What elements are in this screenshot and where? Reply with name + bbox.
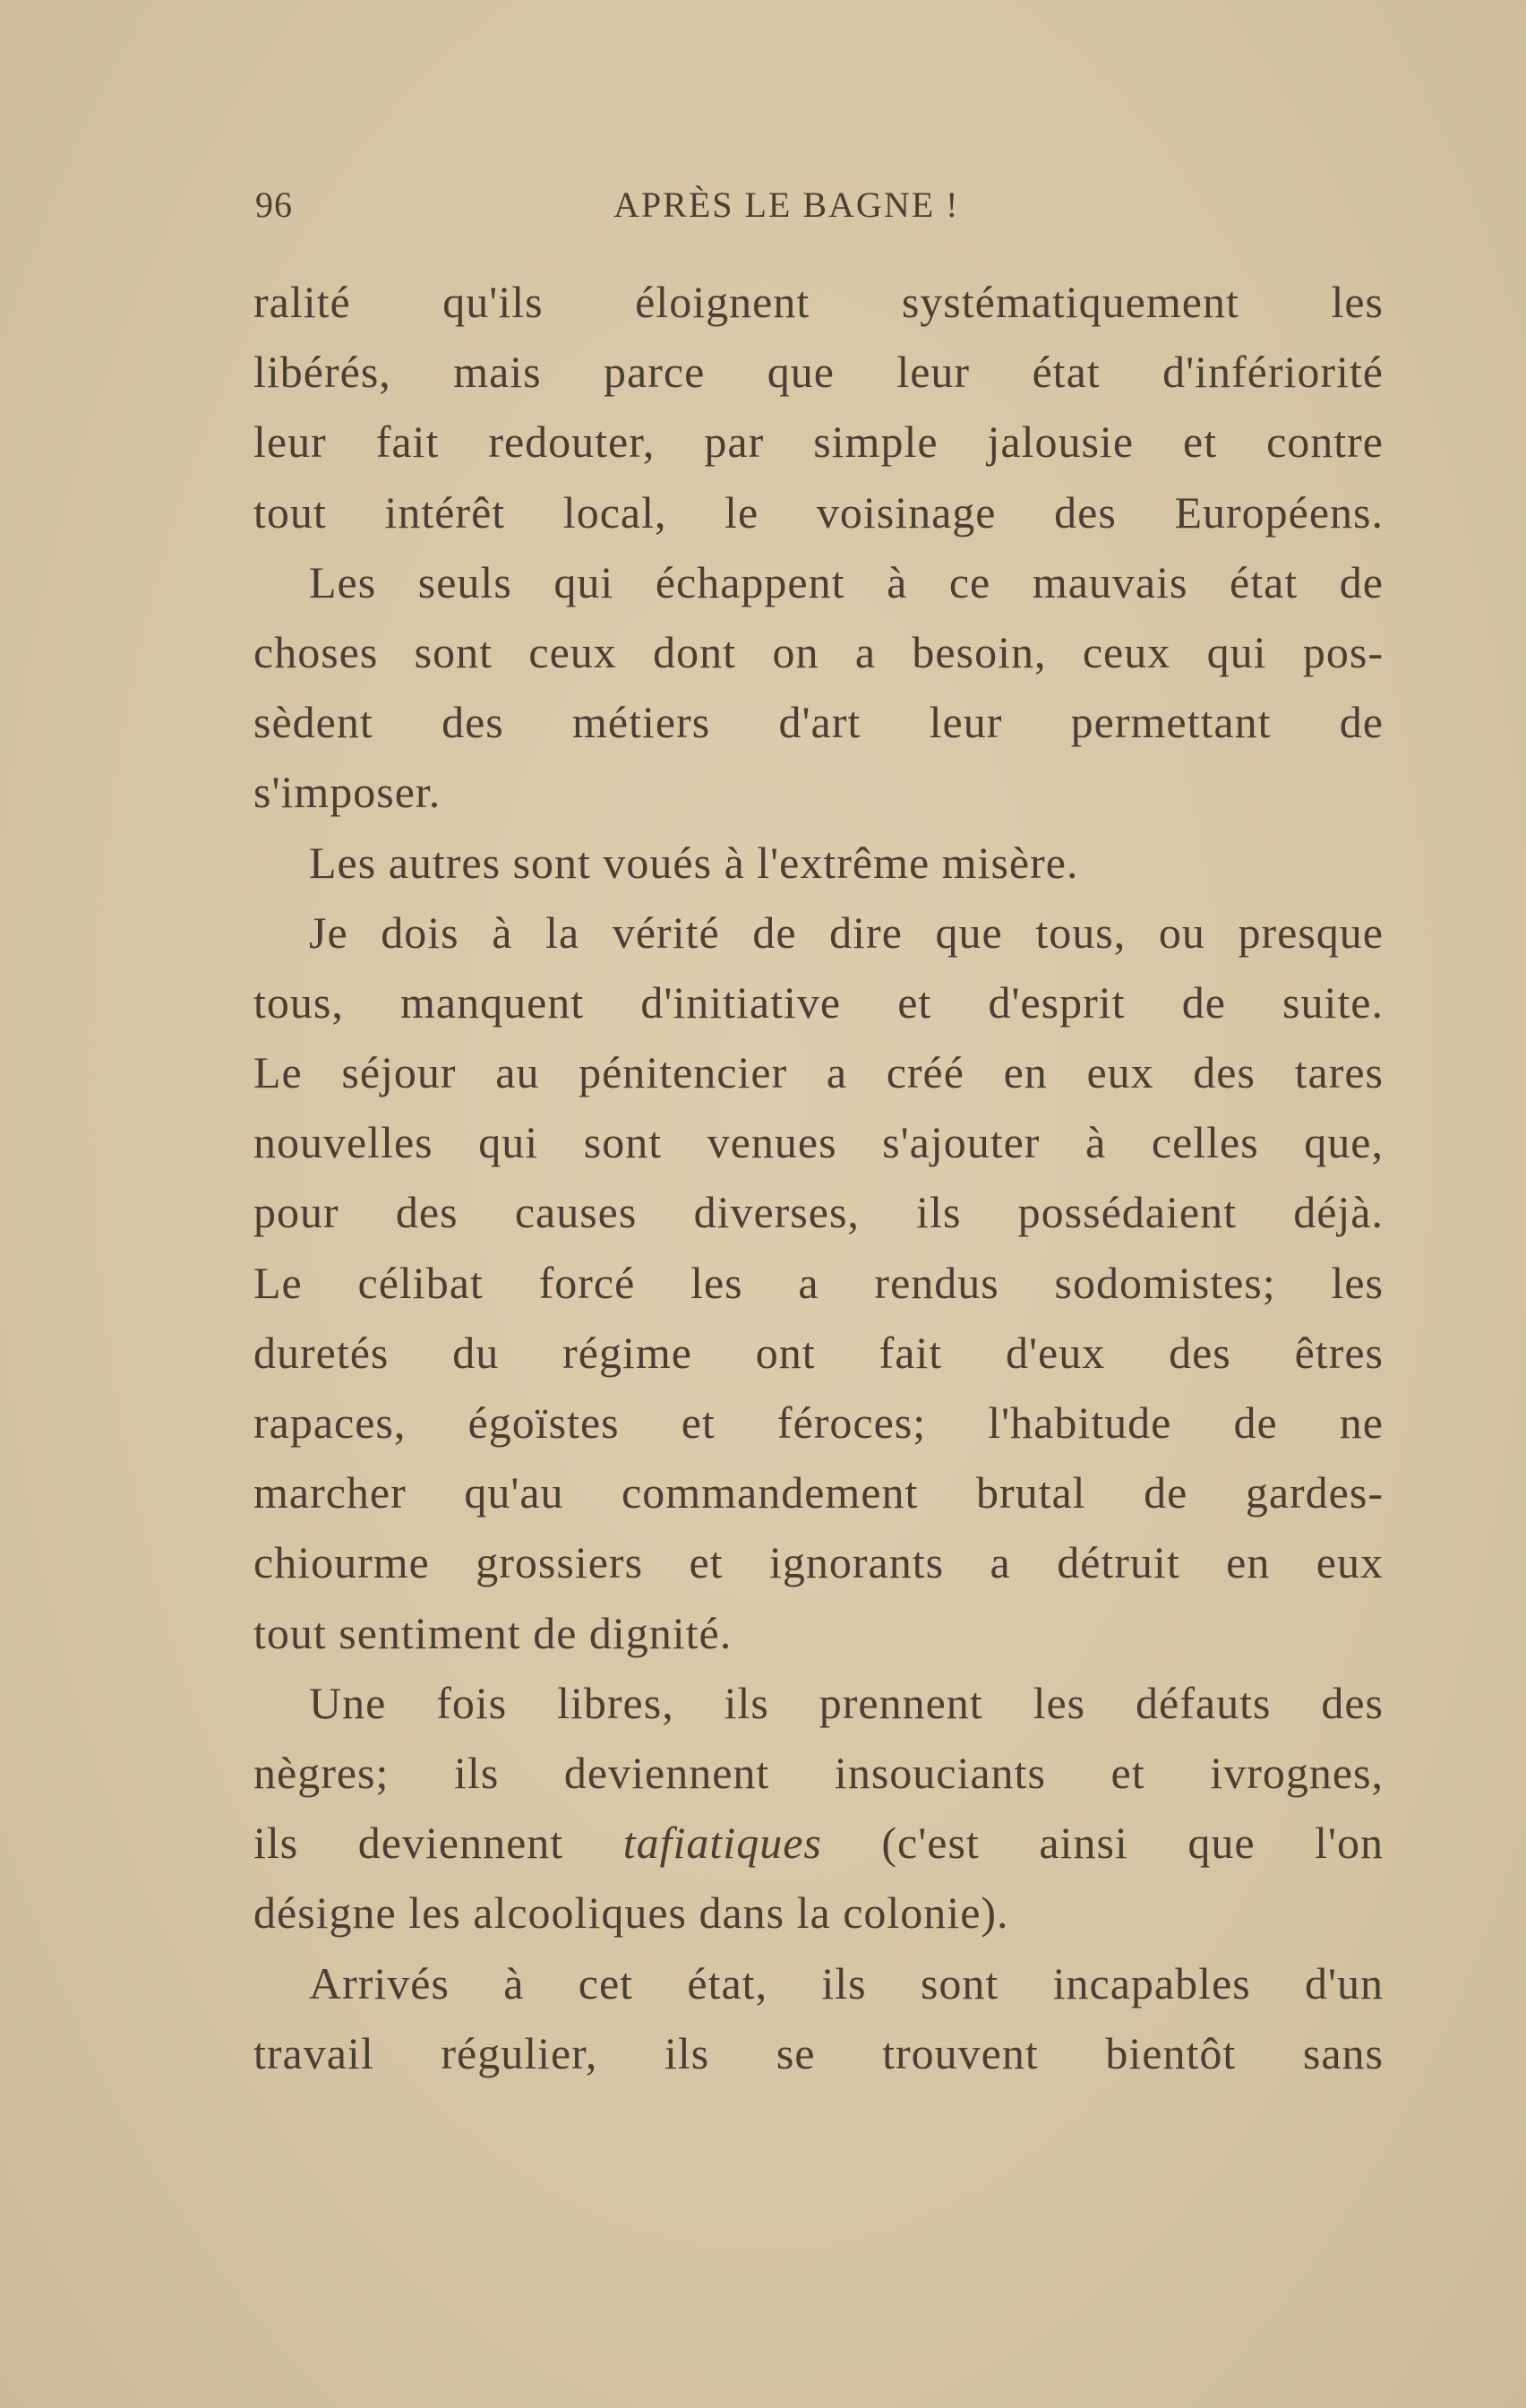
paragraph-start-line: Je dois à la vérité de dire que tous, ou presque [309, 907, 1384, 958]
text-line: leur fait redouter, par simple jalousie et contre [253, 417, 1384, 468]
paragraph-start-line: Les seuls qui échappent à ce mauvais état de [309, 556, 1384, 607]
running-title: APRÈS LE BAGNE ! [613, 185, 960, 225]
text-line: nouvelles qui sont venues s'ajouter à celles que, [253, 1117, 1384, 1168]
text-line: tout intérêt local, le voisinage des Européens. [253, 486, 1384, 538]
page-number: 96 [255, 185, 293, 225]
text-line: nègres; ils deviennent insouciants et ivrognes, [253, 1747, 1384, 1798]
text-segment: ils deviennent [253, 1818, 564, 1869]
paragraph-end-line: s'imposer. [253, 767, 442, 818]
text-line: duretés du régime ont fait d'eux des êtres [253, 1327, 1384, 1378]
text-line: travail régulier, ils se trouvent bientôt sans [253, 2027, 1384, 2078]
text-line: chiourme grossiers et ignorants a détruit en eux [253, 1537, 1384, 1588]
running-header [255, 184, 1025, 237]
paragraph-end-line: tout sentiment de dignité. [253, 1607, 733, 1658]
text-line: rapaces, égoïstes et féroces; l'habitude de ne [253, 1398, 1384, 1448]
paragraph-end-line: désigne les alcooliques dans la colonie). [253, 1888, 1009, 1939]
text-line: Le célibat forcé les a rendus sodomistes; les [253, 1257, 1384, 1308]
body-text [253, 267, 1384, 2088]
text-line-with-italic [253, 1808, 1384, 1878]
italic-term: tafiatiques [622, 1818, 822, 1869]
paragraph-line: Les autres sont voués à l'extrême misère. [309, 837, 1079, 888]
text-line: sèdent des métiers d'art leur permettant de [253, 697, 1384, 748]
text-line: pour des causes diverses, ils possédaient déjà. [253, 1187, 1384, 1238]
text-segment: (c'est ainsi que l'on [881, 1818, 1385, 1869]
text-line: choses sont ceux dont on a besoin, ceux qui pos- [253, 626, 1384, 677]
text-line: Le séjour au pénitencier a créé en eux des tares [253, 1047, 1384, 1098]
text-line: marcher qu'au commandement brutal de gardes- [253, 1467, 1384, 1518]
text-line: libérés, mais parce que leur état d'infériorité [253, 347, 1384, 398]
paragraph-start-line: Arrivés à cet état, ils sont incapables d'un [309, 1957, 1384, 2008]
paragraph-start-line: Une fois libres, ils prennent les défauts des [309, 1677, 1384, 1728]
text-line: ralité qu'ils éloignent systématiquement les [253, 277, 1384, 327]
text-line: tous, manquent d'initiative et d'esprit de suite. [253, 976, 1384, 1028]
